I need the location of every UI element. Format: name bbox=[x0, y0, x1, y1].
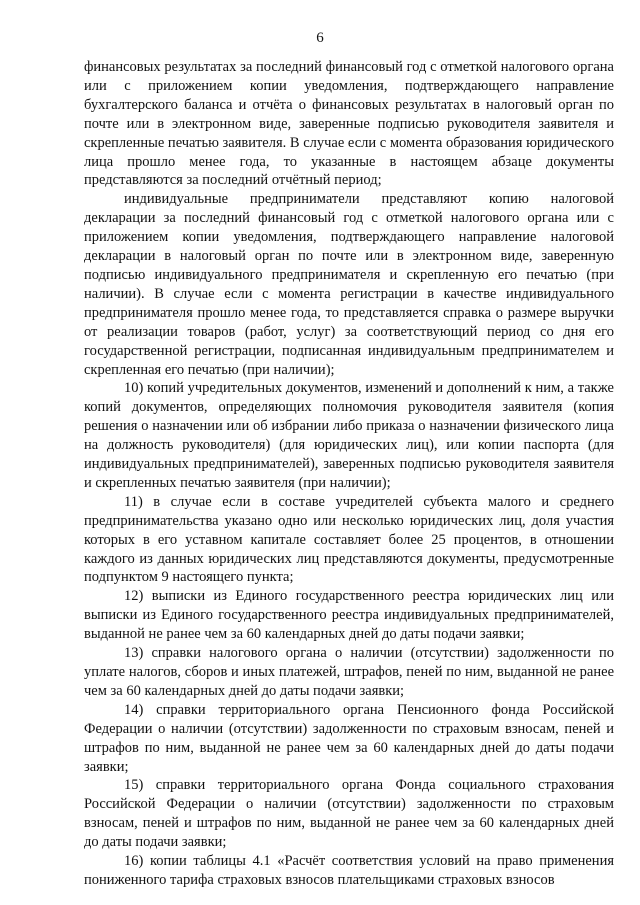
document-body bbox=[84, 58, 614, 890]
paragraph-item-10: 10) копий учредительных документов, изменений и дополнений к ним, а также копий документов, определяющих полномочия руководителя заявителя (копия решения о назначении или об избрании либо приказа о назначении физического лица на должность руководителя) (для юридических лиц), или копии паспорта (для индивидуальных предпринимателей), заверенных подписью руководителя заявителя и скрепленных печатью заявителя (при наличии); bbox=[84, 380, 614, 491]
paragraph-item-15: 15) справки территориального органа Фонда социального страхования Российской Федерации о наличии (отсутствии) задолженности по страховым взносам, пеней и штрафов по ним, выданной не ранее чем за 60 календарных дней до даты подачи заявки; bbox=[84, 777, 614, 851]
paragraph-item-16: 16) копии таблицы 4.1 «Расчёт соответствия условий на право применения пониженного тарифа страховых взносов плательщиками страховых взносов bbox=[84, 853, 614, 888]
paragraph-entrepreneurs: индивидуальные предприниматели представляют копию налоговой декларации за последний финансовый год с отметкой налогового органа или с приложением копии уведомления, подтверждающего направление налоговой декларации в налоговый орган по почте или в электронном виде, заверенную подписью индивидуального предпринимателя и скрепленную его печатью (при наличии). В случае если с момента регистрации в качестве индивидуального предпринимателя прошло менее года, то представляется справка о размере выручки от реализации товаров (работ, услуг) за соответствующий период со дня его государственной регистрации, подписанная индивидуальным предпринимателем и скрепленная его печатью (при наличии); bbox=[84, 191, 614, 378]
paragraph-item-13: 13) справки налогового органа о наличии (отсутствии) задолженности по уплате налогов, сборов и иных платежей, штрафов, пеней по ним, выданной не ранее чем за 60 календарных дней до даты подачи заявки; bbox=[84, 645, 614, 699]
paragraph-continuation: финансовых результатах за последний финансовый год с отметкой налогового органа или с приложением копии уведомления, подтверждающего направление бухгалтерского баланса и отчёта о финансовых результатах в налоговый орган по почте или в электронном виде, заверенные подписью руководителя заявителя и скрепленные печатью заявителя. В случае если с момента образования юридического лица прошло менее года, то указанные в настоящем абзаце документы представляются за последний отчётный период; bbox=[84, 59, 614, 189]
paragraph-item-12: 12) выписки из Единого государственного реестра юридических лиц или выписки из Единого государственного реестра индивидуальных предпринимателей, выданной не ранее чем за 60 календарных дней до даты подачи заявки; bbox=[84, 588, 614, 643]
paragraph-item-14: 14) справки территориального органа Пенсионного фонда Российской Федерации о наличии (отсутствии) задолженности по страховым взносам, пеней и штрафов по ним, выданной не ранее чем за 60 календарных дней до даты подачи заявки; bbox=[84, 701, 614, 775]
page-number: 6 bbox=[316, 30, 324, 46]
paragraph-item-11: 11) в случае если в составе учредителей субъекта малого и среднего предпринимательства указано одно или несколько юридических лиц, доля участия которых в его уставном капитале составляет более 25 процентов, в отношении каждого из данных юридических лиц представляются документы, предусмотренные подпунктом 9 настоящего пункта; bbox=[84, 493, 614, 586]
